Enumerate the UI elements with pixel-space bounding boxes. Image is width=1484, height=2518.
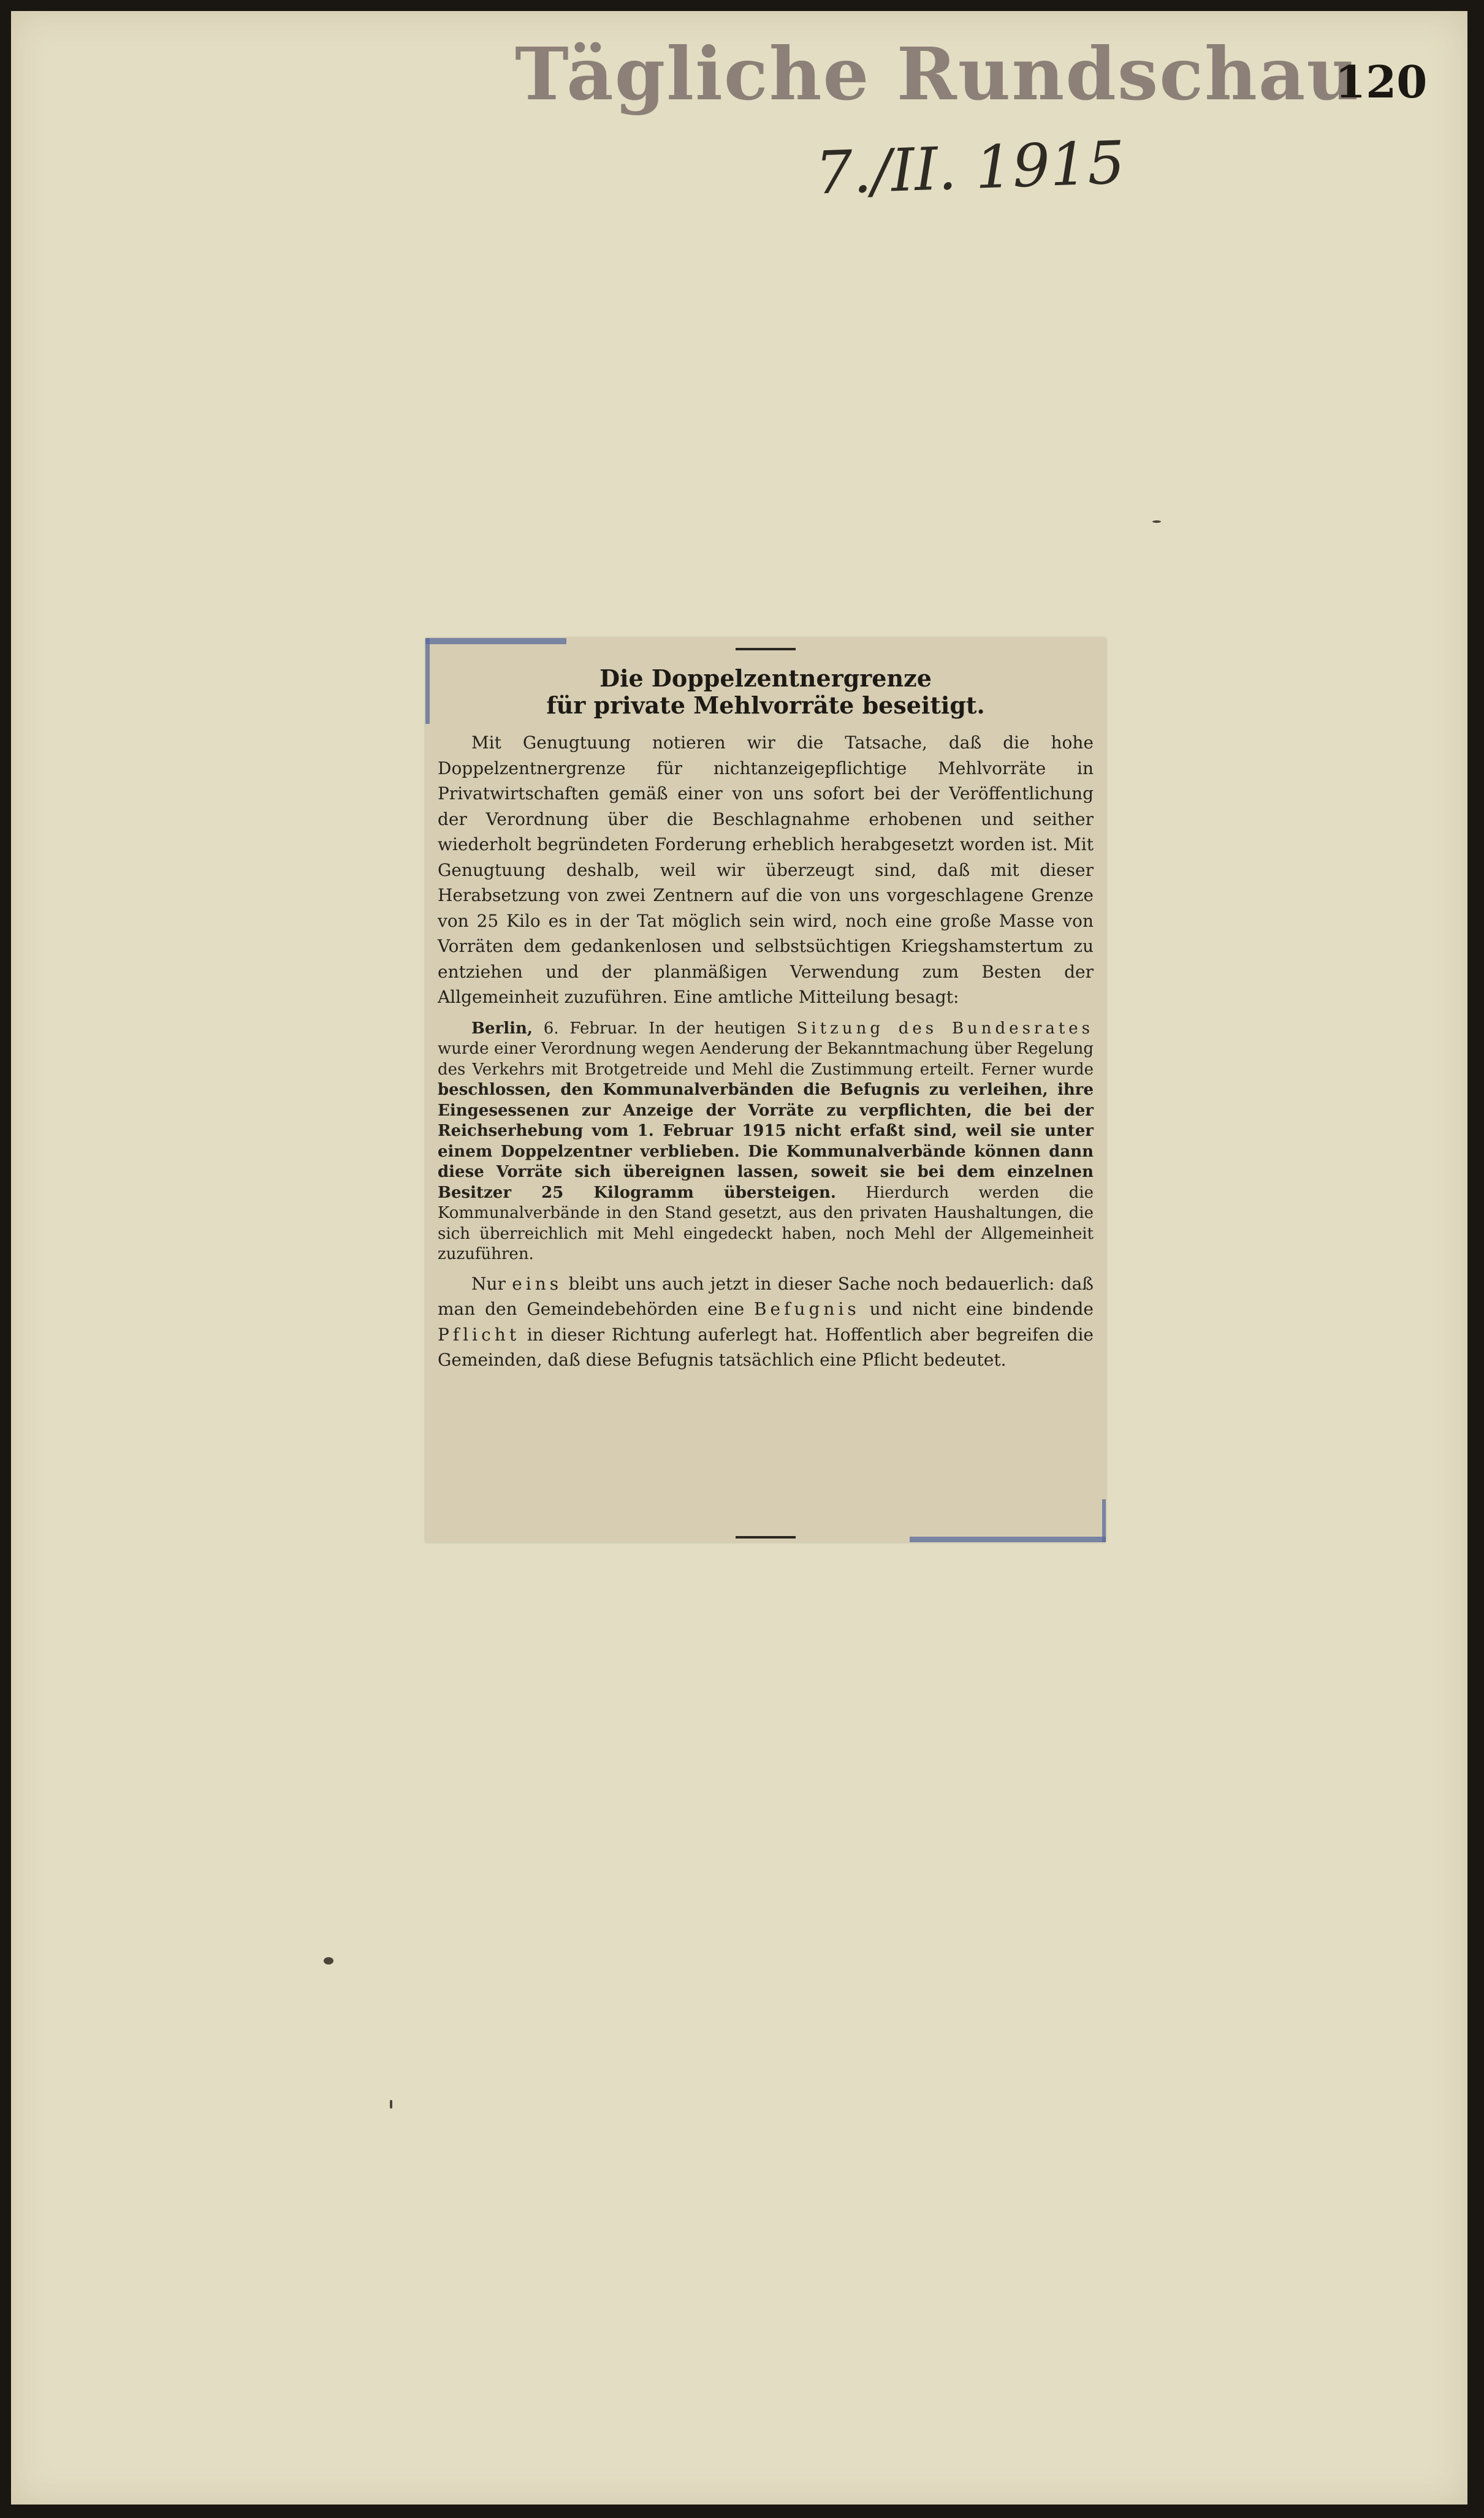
- archive-sheet: [11, 11, 1467, 2505]
- headline-line-1: Die Doppelzentnergrenze: [599, 664, 932, 692]
- article-headline: [438, 665, 1094, 719]
- bold-decision-text: beschlossen, den Kommunalverbänden die Befugnis zu verleihen, ihre Eingesessenen zur Anzeige der Vorräte zu verpflichten, die bei der Reichserhebung vom 1. Februar 1915 nicht erfaßt sind, weil sie unter einem Doppelzentner verblieben. Die Kommunalverbände können dann diese Vorräte sich übereignen lassen, soweit sie bei dem einzelnen Besitzer 25 Kilogramm übersteigen.: [438, 1081, 1094, 1202]
- divider-rule: [736, 648, 796, 650]
- emphasized-term: Befugnis: [753, 1299, 860, 1319]
- handwritten-date: 7./II. 1915: [814, 128, 1126, 208]
- pencil-mark: [1102, 1499, 1106, 1542]
- divider-rule: [736, 1536, 796, 1539]
- emphasized-term: eins: [512, 1273, 563, 1294]
- closing-text: Nur: [471, 1273, 506, 1294]
- dateline: Berlin,: [471, 1019, 533, 1038]
- notice-text: wurde einer Verordnung wegen Aenderung der Bekanntmachung über Regelung des Verkehrs mit Brotgetreide und Mehl die Zustimmung erteilt. Ferner wurde: [438, 1040, 1094, 1079]
- newspaper-clipping: [425, 638, 1106, 1542]
- paper-speck: [390, 2100, 392, 2109]
- pencil-mark: [910, 1537, 1106, 1542]
- closing-text: in dieser Richtung auferlegt hat. Hoffentlich aber begreifen die Gemeinden, daß diese Befugnis tatsächlich eine Pflicht bedeutet.: [438, 1324, 1094, 1370]
- closing-text: bleibt uns auch jetzt in dieser Sache noch bedauerlich: daß man den Gemeindebehörden eine: [438, 1273, 1094, 1319]
- intro-paragraph: Mit Genugtuung notieren wir die Tatsache, daß die hohe Doppelzentnergrenze für nichtanzeigepflichtige Mehlvorräte in Privatwirtschaften gemäß einer von uns sofort bei der Veröffentlichung der Verordnung über die Beschlagnahme erhobenen und seither wiederholt begründeten Forderung erheblich herabgesetzt worden ist. Mit Genugtuung deshalb, weil wir überzeugt sind, daß mit dieser Herabsetzung von zwei Zentnern auf die von uns vorgeschlagene Grenze von 25 Kilo es in der Tat möglich sein wird, noch eine große Masse von Vorräten dem gedankenlosen und selbstsüchtigen Kriegshamstertum zu entziehen und der planmäßigen Verwendung zum Besten der Allgemeinheit zuzuführen. Eine amtliche Mitteilung besagt:: [438, 732, 1094, 1007]
- emphasized-term: Sitzung des Bundesrates: [796, 1019, 1094, 1038]
- notice-date: 6. Februar.: [543, 1019, 638, 1038]
- newspaper-stamp: Tägliche Rundschau: [515, 31, 1361, 116]
- official-notice-paragraph: [438, 1019, 1094, 1265]
- paper-speck: [324, 1957, 333, 1965]
- notice-text: Hierdurch werden die Kommunalverbände in den Stand gesetzt, aus den privaten Haushaltungen, die sich überreichlich mit Mehl eingedeckt haben, noch Mehl der Allgemeinheit zuzuführen.: [438, 1183, 1094, 1263]
- article-body: [438, 730, 1094, 1373]
- notice-text: In der heutigen: [649, 1019, 786, 1038]
- pencil-mark: [425, 638, 566, 644]
- closing-paragraph: [438, 1271, 1094, 1373]
- headline-line-2: für private Mehlvorräte beseitigt.: [546, 691, 985, 719]
- paper-speck: [1152, 520, 1161, 523]
- emphasized-term: Pflicht: [438, 1324, 520, 1345]
- pencil-mark: [425, 638, 430, 724]
- page-number: 120: [1335, 56, 1428, 108]
- closing-text: und nicht eine bindende: [869, 1299, 1094, 1319]
